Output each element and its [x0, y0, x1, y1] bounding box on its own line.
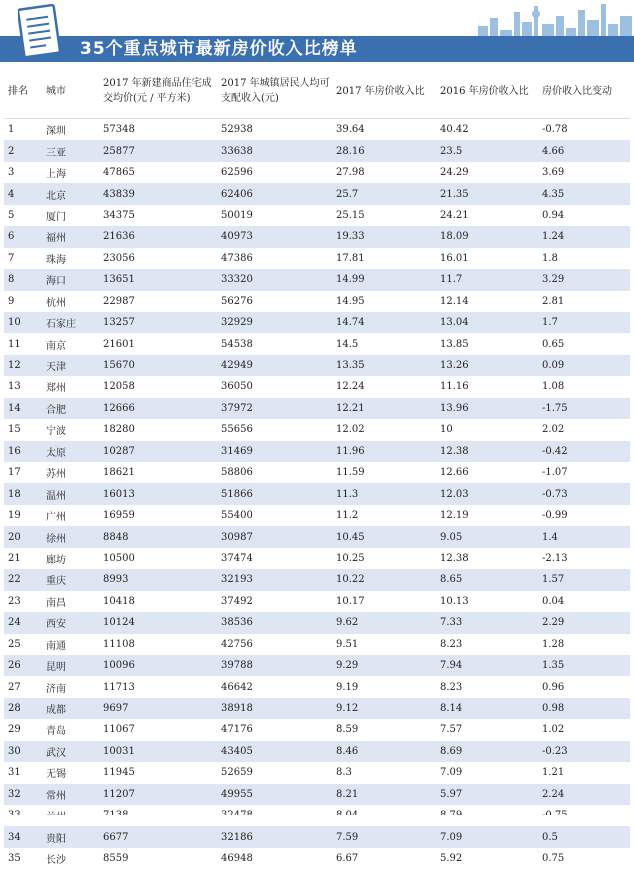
table-row [4, 183, 630, 204]
ratio-change-cell: 0.5 [538, 826, 630, 847]
income-cell: 38536 [217, 612, 332, 633]
ratio-change-cell: 0.94 [538, 205, 630, 226]
ratio-2016-cell: 8.69 [436, 741, 538, 762]
city-cell: 三亚 [42, 140, 99, 161]
table-row [4, 291, 630, 312]
ratio-change-cell: -0.23 [538, 741, 630, 762]
city-cell: 上海 [42, 162, 99, 183]
ratio-2016-cell: 11.7 [436, 269, 538, 290]
rank-cell: 23 [4, 591, 42, 612]
ratio-change-cell: 0.09 [538, 355, 630, 376]
avg-price-cell: 8848 [99, 526, 217, 547]
ratio-2017-cell: 10.17 [332, 591, 436, 612]
avg-price-cell: 16013 [99, 483, 217, 504]
ratio-2016-cell: 23.5 [436, 140, 538, 161]
income-cell: 42949 [217, 355, 332, 376]
column-header-income: 2017 年城镇居民人均可支配收入(元) [217, 64, 332, 119]
income-cell: 39788 [217, 655, 332, 676]
ratio-2017-cell: 39.64 [332, 119, 436, 141]
avg-price-cell: 10500 [99, 548, 217, 569]
ratio-change-cell: -0.42 [538, 441, 630, 462]
ratio-change-cell: 1.57 [538, 569, 630, 590]
city-cell: 重庆 [42, 569, 99, 590]
income-cell: 52938 [217, 119, 332, 141]
ratio-2017-cell: 12.02 [332, 419, 436, 440]
rank-cell: 16 [4, 441, 42, 462]
city-cell: 廊坊 [42, 548, 99, 569]
income-cell: 55400 [217, 505, 332, 526]
rank-cell: 6 [4, 226, 42, 247]
income-cell: 33638 [217, 140, 332, 161]
rank-cell: 21 [4, 548, 42, 569]
income-cell: 40973 [217, 226, 332, 247]
ratio-2017-cell: 11.59 [332, 462, 436, 483]
income-cell: 62406 [217, 183, 332, 204]
income-cell: 58806 [217, 462, 332, 483]
table-row [4, 676, 630, 697]
ratio-2016-cell: 5.92 [436, 848, 538, 869]
income-cell: 38918 [217, 698, 332, 719]
table-row [4, 741, 630, 762]
city-cell: 成都 [42, 698, 99, 719]
ratio-change-cell: -1.07 [538, 462, 630, 483]
table-row [4, 848, 630, 869]
ratio-2017-cell: 8.21 [332, 784, 436, 805]
ratio-2016-cell: 8.23 [436, 676, 538, 697]
ratio-change-cell: 2.24 [538, 784, 630, 805]
table-row [4, 826, 630, 847]
ratio-2017-cell: 27.98 [332, 162, 436, 183]
ratio-change-cell: 1.24 [538, 226, 630, 247]
ratio-2017-cell: 25.7 [332, 183, 436, 204]
rank-cell: 10 [4, 312, 42, 333]
income-cell: 46948 [217, 848, 332, 869]
avg-price-cell: 18621 [99, 462, 217, 483]
city-cell: 太原 [42, 441, 99, 462]
ratio-2017-cell: 11.3 [332, 483, 436, 504]
city-cell: 深圳 [42, 119, 99, 141]
avg-price-cell: 11945 [99, 762, 217, 783]
table-row [4, 441, 630, 462]
ratio-2016-cell: 7.33 [436, 612, 538, 633]
ratio-2017-cell: 10.25 [332, 548, 436, 569]
ratio-2016-cell: 10.13 [436, 591, 538, 612]
ratio-2017-cell: 19.33 [332, 226, 436, 247]
ratio-2016-cell: 13.85 [436, 333, 538, 354]
ratio-2017-cell: 10.22 [332, 569, 436, 590]
ranking-table [4, 64, 630, 869]
table-row [4, 269, 630, 290]
ratio-2016-cell: 13.26 [436, 355, 538, 376]
ratio-change-cell: 0.04 [538, 591, 630, 612]
rank-cell: 1 [4, 119, 42, 141]
income-cell: 30987 [217, 526, 332, 547]
rank-cell: 18 [4, 483, 42, 504]
city-cell: 济南 [42, 676, 99, 697]
rank-cell: 3 [4, 162, 42, 183]
ratio-2016-cell: 11.16 [436, 376, 538, 397]
ratio-2017-cell: 11.2 [332, 505, 436, 526]
income-cell: 32193 [217, 569, 332, 590]
table-row [4, 119, 630, 141]
document-list-icon [18, 4, 62, 58]
rank-cell: 32 [4, 784, 42, 805]
city-cell: 厦门 [42, 205, 99, 226]
table-row [4, 376, 630, 397]
avg-price-cell: 11207 [99, 784, 217, 805]
rank-cell: 7 [4, 248, 42, 269]
table-row [4, 462, 630, 483]
table-row [4, 355, 630, 376]
avg-price-cell: 12058 [99, 376, 217, 397]
income-cell: 43405 [217, 741, 332, 762]
avg-price-cell: 10124 [99, 612, 217, 633]
income-cell: 50019 [217, 205, 332, 226]
rank-cell: 8 [4, 269, 42, 290]
avg-price-cell: 15670 [99, 355, 217, 376]
city-cell: 杭州 [42, 291, 99, 312]
rank-cell: 26 [4, 655, 42, 676]
avg-price-cell: 6677 [99, 826, 217, 847]
ratio-2017-cell: 14.5 [332, 333, 436, 354]
city-cell: 南昌 [42, 591, 99, 612]
income-cell: 32929 [217, 312, 332, 333]
table-row [4, 248, 630, 269]
income-cell: 56276 [217, 291, 332, 312]
ratio-change-cell: 1.4 [538, 526, 630, 547]
income-cell: 52659 [217, 762, 332, 783]
table-row [4, 698, 630, 719]
city-cell: 广州 [42, 505, 99, 526]
city-cell: 贵阳 [42, 826, 99, 847]
ratio-change-cell: 0.96 [538, 676, 630, 697]
ratio-2016-cell: 7.09 [436, 762, 538, 783]
ratio-2017-cell: 8.59 [332, 719, 436, 740]
ratio-2016-cell: 10 [436, 419, 538, 440]
table-row [4, 548, 630, 569]
table-row [4, 205, 630, 226]
ratio-2017-cell: 10.45 [332, 526, 436, 547]
table-row [4, 634, 630, 655]
ratio-2016-cell: 8.23 [436, 634, 538, 655]
rank-cell: 22 [4, 569, 42, 590]
table-row [4, 226, 630, 247]
table-row [4, 784, 630, 805]
ratio-2016-cell: 12.66 [436, 462, 538, 483]
ratio-change-cell: 1.8 [538, 248, 630, 269]
income-cell: 46642 [217, 676, 332, 697]
ratio-2016-cell: 7.94 [436, 655, 538, 676]
ratio-2016-cell: 40.42 [436, 119, 538, 141]
ratio-2017-cell: 9.62 [332, 612, 436, 633]
rank-cell: 35 [4, 848, 42, 869]
city-cell: 北京 [42, 183, 99, 204]
avg-price-cell: 25877 [99, 140, 217, 161]
ratio-2017-cell: 25.15 [332, 205, 436, 226]
ratio-2017-cell: 13.35 [332, 355, 436, 376]
avg-price-cell: 10418 [99, 591, 217, 612]
ratio-2017-cell: 9.12 [332, 698, 436, 719]
city-cell: 郑州 [42, 376, 99, 397]
income-cell: 54538 [217, 333, 332, 354]
ratio-2017-cell: 14.95 [332, 291, 436, 312]
avg-price-cell: 11108 [99, 634, 217, 655]
ratio-2016-cell: 12.38 [436, 548, 538, 569]
ratio-2016-cell: 12.38 [436, 441, 538, 462]
rank-cell: 20 [4, 526, 42, 547]
ratio-change-cell: 2.29 [538, 612, 630, 633]
ratio-2017-cell: 28.16 [332, 140, 436, 161]
avg-price-cell: 12666 [99, 398, 217, 419]
ratio-2017-cell: 14.99 [332, 269, 436, 290]
ratio-2017-cell: 9.29 [332, 655, 436, 676]
avg-price-cell: 21601 [99, 333, 217, 354]
footer-strip [0, 815, 634, 826]
table-row [4, 505, 630, 526]
ratio-change-cell: 0.65 [538, 333, 630, 354]
city-cell: 合肥 [42, 398, 99, 419]
avg-price-cell: 8993 [99, 569, 217, 590]
rank-cell: 14 [4, 398, 42, 419]
table-row [4, 762, 630, 783]
ratio-2016-cell: 8.14 [436, 698, 538, 719]
header [0, 0, 634, 62]
income-cell: 32186 [217, 826, 332, 847]
city-cell: 天津 [42, 355, 99, 376]
ratio-change-cell: -0.73 [538, 483, 630, 504]
avg-price-cell: 21636 [99, 226, 217, 247]
city-cell: 西安 [42, 612, 99, 633]
ratio-change-cell: 2.02 [538, 419, 630, 440]
city-cell: 常州 [42, 784, 99, 805]
ratio-2016-cell: 12.14 [436, 291, 538, 312]
income-cell: 47176 [217, 719, 332, 740]
avg-price-cell: 13651 [99, 269, 217, 290]
rank-cell: 28 [4, 698, 42, 719]
ratio-change-cell: -2.13 [538, 548, 630, 569]
ratio-change-cell: 0.98 [538, 698, 630, 719]
ratio-2016-cell: 5.97 [436, 784, 538, 805]
avg-price-cell: 11713 [99, 676, 217, 697]
table-row [4, 140, 630, 161]
ratio-change-cell: 1.28 [538, 634, 630, 655]
ratio-2016-cell: 12.19 [436, 505, 538, 526]
rank-cell: 29 [4, 719, 42, 740]
page-title: 35个重点城市最新房价收入比榜单 [80, 38, 358, 60]
ratio-2016-cell: 9.05 [436, 526, 538, 547]
table-row [4, 419, 630, 440]
ratio-2016-cell: 12.03 [436, 483, 538, 504]
ratio-2017-cell: 8.46 [332, 741, 436, 762]
ratio-change-cell: 1.21 [538, 762, 630, 783]
table-row [4, 591, 630, 612]
column-header-avg-price: 2017 年新建商品住宅成交均价(元 / 平方米) [99, 64, 217, 119]
city-cell: 无锡 [42, 762, 99, 783]
ratio-2016-cell: 13.96 [436, 398, 538, 419]
city-cell: 珠海 [42, 248, 99, 269]
rank-cell: 11 [4, 333, 42, 354]
city-cell: 海口 [42, 269, 99, 290]
avg-price-cell: 10031 [99, 741, 217, 762]
avg-price-cell: 23056 [99, 248, 217, 269]
avg-price-cell: 10287 [99, 441, 217, 462]
avg-price-cell: 16959 [99, 505, 217, 526]
ratio-change-cell: -1.75 [538, 398, 630, 419]
city-cell: 青岛 [42, 719, 99, 740]
avg-price-cell: 10096 [99, 655, 217, 676]
income-cell: 37492 [217, 591, 332, 612]
ratio-2016-cell: 24.29 [436, 162, 538, 183]
city-cell: 武汉 [42, 741, 99, 762]
rank-cell: 24 [4, 612, 42, 633]
avg-price-cell: 22987 [99, 291, 217, 312]
table-row [4, 719, 630, 740]
ratio-change-cell: 4.35 [538, 183, 630, 204]
avg-price-cell: 43839 [99, 183, 217, 204]
table-row [4, 655, 630, 676]
rank-cell: 5 [4, 205, 42, 226]
ratio-2016-cell: 13.04 [436, 312, 538, 333]
income-cell: 62596 [217, 162, 332, 183]
city-cell: 徐州 [42, 526, 99, 547]
income-cell: 33320 [217, 269, 332, 290]
table-row [4, 526, 630, 547]
rank-cell: 2 [4, 140, 42, 161]
ratio-change-cell: 1.08 [538, 376, 630, 397]
table-row [4, 612, 630, 633]
table-row [4, 398, 630, 419]
ratio-2017-cell: 6.67 [332, 848, 436, 869]
avg-price-cell: 34375 [99, 205, 217, 226]
table-body [4, 119, 630, 869]
table-row [4, 483, 630, 504]
rank-cell: 31 [4, 762, 42, 783]
rank-cell: 30 [4, 741, 42, 762]
ratio-2017-cell: 11.96 [332, 441, 436, 462]
table-row [4, 333, 630, 354]
ratio-change-cell: 4.66 [538, 140, 630, 161]
rank-cell: 12 [4, 355, 42, 376]
avg-price-cell: 47865 [99, 162, 217, 183]
avg-price-cell: 9697 [99, 698, 217, 719]
ratio-2017-cell: 12.21 [332, 398, 436, 419]
avg-price-cell: 13257 [99, 312, 217, 333]
ratio-2016-cell: 7.09 [436, 826, 538, 847]
avg-price-cell: 11067 [99, 719, 217, 740]
table-header-row [4, 64, 630, 119]
ratio-2016-cell: 21.35 [436, 183, 538, 204]
ratio-change-cell: 1.7 [538, 312, 630, 333]
income-cell: 49955 [217, 784, 332, 805]
avg-price-cell: 18280 [99, 419, 217, 440]
income-cell: 37474 [217, 548, 332, 569]
ratio-2017-cell: 7.59 [332, 826, 436, 847]
column-header-ratio-change: 房价收入比变动 [538, 64, 630, 119]
income-cell: 36050 [217, 376, 332, 397]
rank-cell: 17 [4, 462, 42, 483]
ratio-2017-cell: 17.81 [332, 248, 436, 269]
income-cell: 31469 [217, 441, 332, 462]
ratio-change-cell: 1.02 [538, 719, 630, 740]
city-cell: 南京 [42, 333, 99, 354]
city-cell: 南通 [42, 634, 99, 655]
column-header-city: 城市 [42, 64, 99, 119]
ratio-2017-cell: 12.24 [332, 376, 436, 397]
rank-cell: 13 [4, 376, 42, 397]
ratio-change-cell: 3.29 [538, 269, 630, 290]
ratio-change-cell: 0.75 [538, 848, 630, 869]
rank-cell: 34 [4, 826, 42, 847]
ratio-change-cell: 3.69 [538, 162, 630, 183]
column-header-rank: 排名 [4, 64, 42, 119]
income-cell: 47386 [217, 248, 332, 269]
ratio-change-cell: -0.78 [538, 119, 630, 141]
city-cell: 福州 [42, 226, 99, 247]
avg-price-cell: 57348 [99, 119, 217, 141]
city-cell: 石家庄 [42, 312, 99, 333]
ratio-2016-cell: 24.21 [436, 205, 538, 226]
ratio-change-cell: -0.99 [538, 505, 630, 526]
rank-cell: 27 [4, 676, 42, 697]
income-cell: 51866 [217, 483, 332, 504]
avg-price-cell: 8559 [99, 848, 217, 869]
city-cell: 苏州 [42, 462, 99, 483]
city-cell: 温州 [42, 483, 99, 504]
column-header-ratio-2016: 2016 年房价收入比 [436, 64, 538, 119]
ratio-change-cell: 2.81 [538, 291, 630, 312]
city-cell: 长沙 [42, 848, 99, 869]
income-cell: 55656 [217, 419, 332, 440]
ratio-2016-cell: 18.09 [436, 226, 538, 247]
ratio-2016-cell: 8.65 [436, 569, 538, 590]
city-cell: 宁波 [42, 419, 99, 440]
rank-cell: 4 [4, 183, 42, 204]
table-row [4, 162, 630, 183]
ratio-2017-cell: 14.74 [332, 312, 436, 333]
column-header-ratio-2017: 2017 年房价收入比 [332, 64, 436, 119]
table-row [4, 569, 630, 590]
rank-cell: 19 [4, 505, 42, 526]
rank-cell: 25 [4, 634, 42, 655]
ratio-2017-cell: 8.3 [332, 762, 436, 783]
rank-cell: 15 [4, 419, 42, 440]
ratio-change-cell: 1.35 [538, 655, 630, 676]
rank-cell: 9 [4, 291, 42, 312]
ratio-2017-cell: 9.51 [332, 634, 436, 655]
ratio-2016-cell: 16.01 [436, 248, 538, 269]
city-cell: 昆明 [42, 655, 99, 676]
income-cell: 37972 [217, 398, 332, 419]
income-cell: 42756 [217, 634, 332, 655]
ratio-2016-cell: 7.57 [436, 719, 538, 740]
table-row [4, 312, 630, 333]
ratio-2017-cell: 9.19 [332, 676, 436, 697]
